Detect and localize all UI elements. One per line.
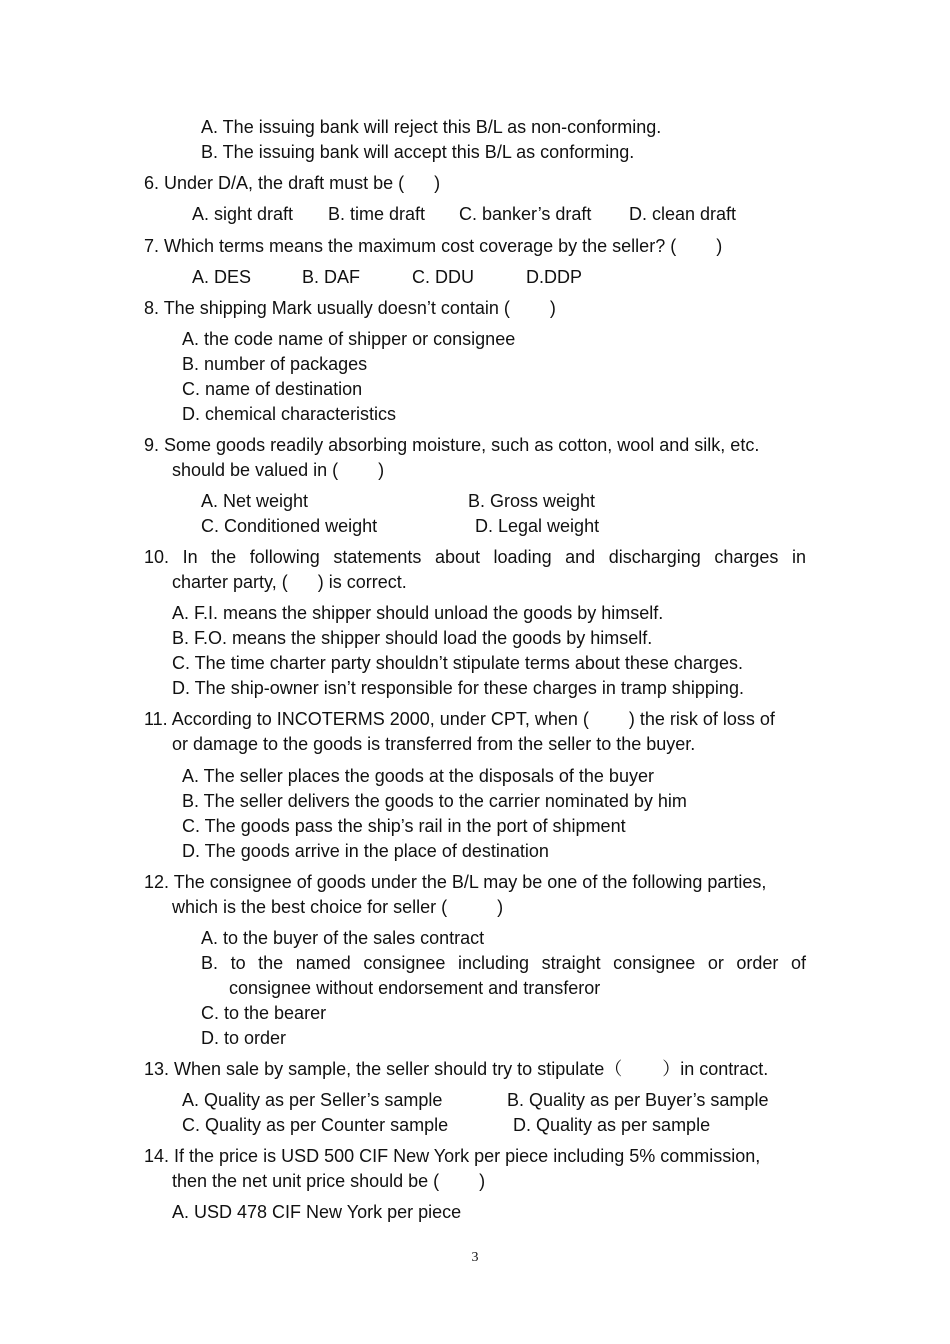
q7-option-a: A. DES: [192, 267, 252, 287]
q10-option-d: D. The ship-owner isn’t responsible for these charges in tramp shipping.: [172, 678, 744, 698]
q9-option-d: D. Legal weight: [475, 516, 600, 536]
q12-option-a: A. to the buyer of the sales contract: [201, 928, 485, 948]
q10-stem-line1: 10. In the following statements about loading and discharging charges in: [144, 547, 806, 567]
q13-option-d: D. Quality as per sample: [513, 1115, 711, 1135]
q12-option-d: D. to order: [201, 1028, 287, 1048]
q9-option-a: A. Net weight: [201, 491, 309, 511]
q11-option-d: D. The goods arrive in the place of destination: [182, 841, 549, 861]
q6-option-a: A. sight draft: [192, 204, 294, 224]
q14-option-a: A. USD 478 CIF New York per piece: [172, 1202, 462, 1222]
q7-option-d: D.DDP: [526, 267, 583, 287]
q6-option-d: D. clean draft: [629, 204, 737, 224]
q12-option-b-line1: B. to the named consignee including straight consignee or order of: [201, 953, 806, 973]
q14-stem-line2: then the net unit price should be ( ): [172, 1171, 486, 1191]
q11-option-a: A. The seller places the goods at the disposals of the buyer: [182, 766, 654, 786]
q13-option-c: C. Quality as per Counter sample: [182, 1115, 449, 1135]
q5-option-a: A. The issuing bank will reject this B/L as non-conforming.: [201, 117, 662, 137]
q13-option-b: B. Quality as per Buyer’s sample: [507, 1090, 769, 1110]
q10-stem-line2: charter party, ( ) is correct.: [172, 572, 407, 592]
q8-option-b: B. number of packages: [182, 354, 368, 374]
q11-option-c: C. The goods pass the ship’s rail in the port of shipment: [182, 816, 626, 836]
q5-option-b: B. The issuing bank will accept this B/L as conforming.: [201, 142, 635, 162]
q9-stem-line2: should be valued in ( ): [172, 460, 385, 480]
q8-stem: 8. The shipping Mark usually doesn’t contain ( ): [144, 298, 556, 318]
q6-option-b: B. time draft: [328, 204, 426, 224]
q12-option-b-line2: consignee without endorsement and transferor: [229, 978, 601, 998]
q12-option-c: C. to the bearer: [201, 1003, 327, 1023]
q11-stem-line1: 11. According to INCOTERMS 2000, under CPT, when ( ) the risk of loss of: [144, 709, 775, 729]
q7-stem: 7. Which terms means the maximum cost coverage by the seller? ( ): [144, 236, 723, 256]
q9-option-c: C. Conditioned weight: [201, 516, 378, 536]
q6-stem: 6. Under D/A, the draft must be ( ): [144, 173, 441, 193]
q10-option-a: A. F.I. means the shipper should unload the goods by himself.: [172, 603, 664, 623]
q11-stem-line2: or damage to the goods is transferred from the seller to the buyer.: [172, 734, 696, 754]
q9-option-b: B. Gross weight: [468, 491, 596, 511]
q7-option-b: B. DAF: [302, 267, 361, 287]
q12-stem-line1: 12. The consignee of goods under the B/L may be one of the following parties,: [144, 872, 767, 892]
q9-stem-line1: 9. Some goods readily absorbing moisture, such as cotton, wool and silk, etc.: [144, 435, 760, 455]
q8-option-a: A. the code name of shipper or consignee: [182, 329, 516, 349]
q12-stem-line2: which is the best choice for seller ( ): [172, 897, 504, 917]
q10-option-c: C. The time charter party shouldn’t stipulate terms about these charges.: [172, 653, 743, 673]
q6-option-c: C. banker’s draft: [459, 204, 592, 224]
q10-option-b: B. F.O. means the shipper should load the goods by himself.: [172, 628, 653, 648]
q14-stem-line1: 14. If the price is USD 500 CIF New York per piece including 5% commission,: [144, 1146, 761, 1166]
q8-option-d: D. chemical characteristics: [182, 404, 397, 424]
q8-option-c: C. name of destination: [182, 379, 363, 399]
q7-option-c: C. DDU: [412, 267, 474, 287]
page-number: 3: [471, 1250, 479, 1265]
q13-option-a: A. Quality as per Seller’s sample: [182, 1090, 443, 1110]
q13-stem: 13. When sale by sample, the seller should try to stipulate（ ）in contract.: [144, 1059, 769, 1079]
q11-option-b: B. The seller delivers the goods to the carrier nominated by him: [182, 791, 687, 811]
